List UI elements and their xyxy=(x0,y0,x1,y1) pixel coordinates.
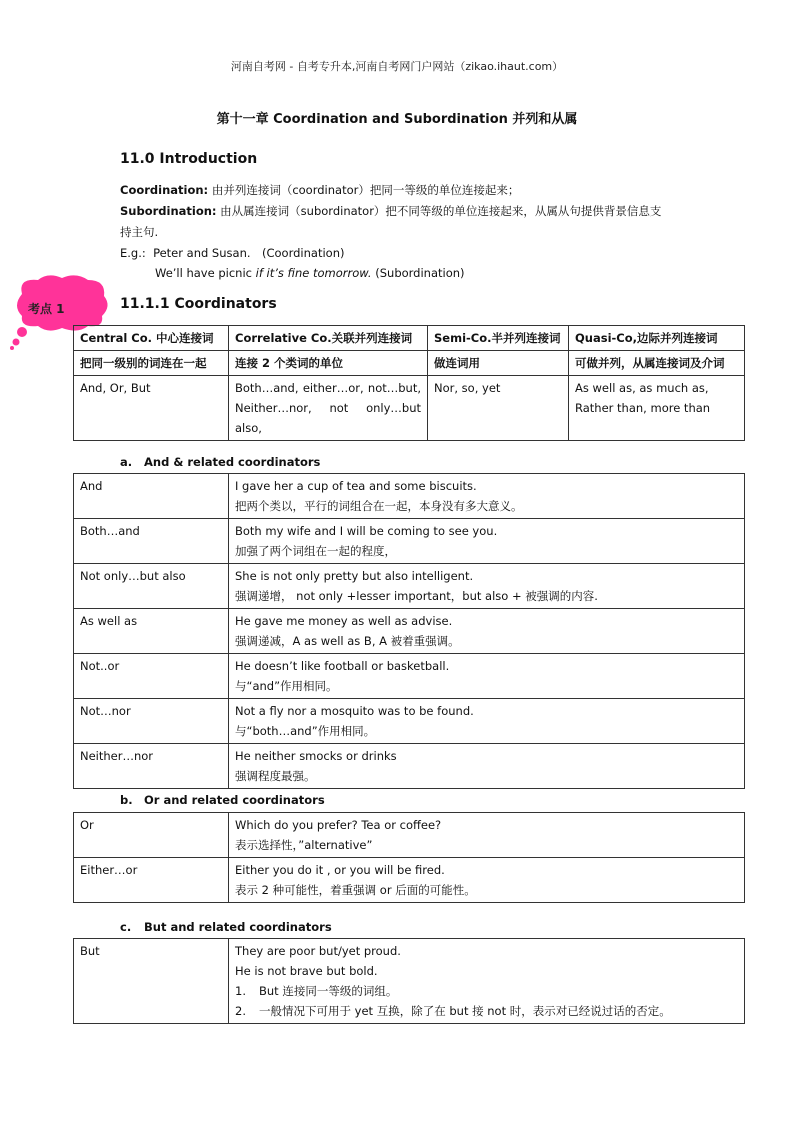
section-letter: c. xyxy=(120,920,132,934)
example-line: Not a fly nor a mosquito was to be found. xyxy=(235,704,474,718)
col-examples: Nor, so, yet xyxy=(428,376,569,441)
section-a-table xyxy=(73,473,745,789)
col-title: Correlative Co.关联并列连接词 xyxy=(229,326,428,351)
example-cell xyxy=(229,609,745,654)
example-1 xyxy=(120,243,690,264)
eg2-post: (Subordination) xyxy=(371,266,465,280)
col-examples: And, Or, But xyxy=(74,376,229,441)
badge-label: 考点 1 xyxy=(28,302,65,316)
term-cell: Either…or xyxy=(74,858,229,903)
table-row xyxy=(74,813,745,858)
eg2-italic: if it’s fine tomorrow. xyxy=(255,266,372,280)
col-desc: 把同一级别的词连在一起 xyxy=(74,351,229,376)
section-b-heading xyxy=(120,793,325,807)
table-row xyxy=(74,351,745,376)
intro-heading: 11.0 Introduction xyxy=(120,151,258,167)
example-cell xyxy=(229,858,745,903)
example-line: Which do you prefer? Tea or coffee? xyxy=(235,818,442,832)
example-line: They are poor but/yet proud. xyxy=(235,944,401,958)
subordination-continued: 持主句. xyxy=(120,225,159,239)
table-row xyxy=(74,609,745,654)
term-cell: But xyxy=(74,939,229,1024)
table-row xyxy=(74,654,745,699)
example-cell xyxy=(229,654,745,699)
example-cell xyxy=(229,474,745,519)
table-row xyxy=(74,939,745,1024)
note-line: 加强了两个词组在一起的程度， xyxy=(235,544,396,558)
section-a-heading xyxy=(120,455,320,469)
section-title: But and related coordinators xyxy=(144,920,332,934)
list-item xyxy=(235,981,738,1001)
example-line: She is not only pretty but also intelligent. xyxy=(235,569,474,583)
example-line: He gave me money as well as advise. xyxy=(235,614,453,628)
term-cell: Not…nor xyxy=(74,699,229,744)
section-letter: a. xyxy=(120,455,133,469)
term-cell: And xyxy=(74,474,229,519)
term-cell: Not only…but also xyxy=(74,564,229,609)
note-line: 强调程度最强。 xyxy=(235,769,316,783)
eg-label: E.g.: xyxy=(120,246,146,260)
example-line: He doesn’t like football or basketball. xyxy=(235,659,450,673)
term-cell: Not..or xyxy=(74,654,229,699)
subordination-text: 由从属连接词（subordinator）把不同等级的单位连接起来，从属从句提供背景信息支 xyxy=(216,204,662,218)
subordination-definition xyxy=(120,201,690,222)
table-row xyxy=(74,376,745,441)
table-row xyxy=(74,744,745,789)
subordination-label: Subordination: xyxy=(120,204,217,218)
table-row xyxy=(74,474,745,519)
example-line: He is not brave but bold. xyxy=(235,964,378,978)
coordinators-table xyxy=(73,325,745,441)
note-line: 表示选择性，”alternative” xyxy=(235,838,373,852)
chapter-title: 第十一章 Coordination and Subordination 并列和从属 xyxy=(216,112,578,127)
term-cell: Both…and xyxy=(74,519,229,564)
coordination-text: 由并列连接词（coordinator）把同一等级的单位连接起来； xyxy=(208,183,520,197)
col-title: Semi-Co.半并列连接词 xyxy=(428,326,569,351)
example-cell xyxy=(229,813,745,858)
section-title: Or and related coordinators xyxy=(144,793,325,807)
note-line: 表示 2 种可能性，着重强调 or 后面的可能性。 xyxy=(235,883,476,897)
note-line: 与“and”作用相同。 xyxy=(235,679,338,693)
eg1-text: Peter and Susan. (Coordination) xyxy=(153,246,345,260)
note-line: 与“both…and”作用相同。 xyxy=(235,724,376,738)
col-desc: 做连词用 xyxy=(428,351,569,376)
example-cell xyxy=(229,699,745,744)
note-line: 强调递增， not only +lesser important，but also + 被强调的内容. xyxy=(235,589,598,603)
example-line: I gave her a cup of tea and some biscuits. xyxy=(235,479,477,493)
table-row xyxy=(74,519,745,564)
example-line: He neither smocks or drinks xyxy=(235,749,397,763)
section-title: And & related coordinators xyxy=(144,455,321,469)
coordination-label: Coordination: xyxy=(120,183,209,197)
table-row xyxy=(74,699,745,744)
coordination-definition xyxy=(120,180,690,201)
note-line: 强调递减，A as well as B, A 被着重强调。 xyxy=(235,634,460,648)
section-b-table xyxy=(73,812,745,903)
list-text: 一般情况下可用于 yet 互换，除了在 but 接 not 时，表示对已经说过话的否定。 xyxy=(259,1004,671,1018)
section-letter: b. xyxy=(120,793,133,807)
section-c-heading xyxy=(120,920,332,934)
col-examples: As well as, as much as, Rather than, more than xyxy=(569,376,745,441)
table-row xyxy=(74,326,745,351)
term-cell: As well as xyxy=(74,609,229,654)
table-row xyxy=(74,564,745,609)
col-examples: Both…and, either…or, not…but, Neither…nor, not only…but also, xyxy=(229,376,428,441)
page-header: 河南自考网 - 自考专升本,河南自考网门户网站（zikao.ihaut.com） xyxy=(230,60,564,73)
example-cell xyxy=(229,519,745,564)
example-cell xyxy=(229,564,745,609)
eg2-pre: We’ll have picnic xyxy=(155,266,256,280)
table-row xyxy=(74,858,745,903)
list-number: 2. xyxy=(235,1004,246,1018)
col-desc: 可做并列，从属连接词及介词 xyxy=(569,351,745,376)
list-item xyxy=(235,1001,738,1021)
example-line: Either you do it , or you will be fired. xyxy=(235,863,445,877)
col-desc: 连接 2 个类词的单位 xyxy=(229,351,428,376)
list-number: 1. xyxy=(235,984,246,998)
section-c-table xyxy=(73,938,745,1024)
list-text: But 连接同一等级的词组。 xyxy=(259,984,398,998)
example-line: Both my wife and I will be coming to see you. xyxy=(235,524,498,538)
example-cell xyxy=(229,939,745,1024)
note-line: 把两个类以，平行的词组合在一起，本身没有多大意义。 xyxy=(235,499,523,513)
coordinators-heading: 11.1.1 Coordinators xyxy=(120,296,277,312)
term-cell: Neither…nor xyxy=(74,744,229,789)
col-title: Quasi-Co,边际并列连接词 xyxy=(569,326,745,351)
example-2 xyxy=(155,266,465,280)
term-cell: Or xyxy=(74,813,229,858)
col-title: Central Co. 中心连接词 xyxy=(74,326,229,351)
example-cell xyxy=(229,744,745,789)
